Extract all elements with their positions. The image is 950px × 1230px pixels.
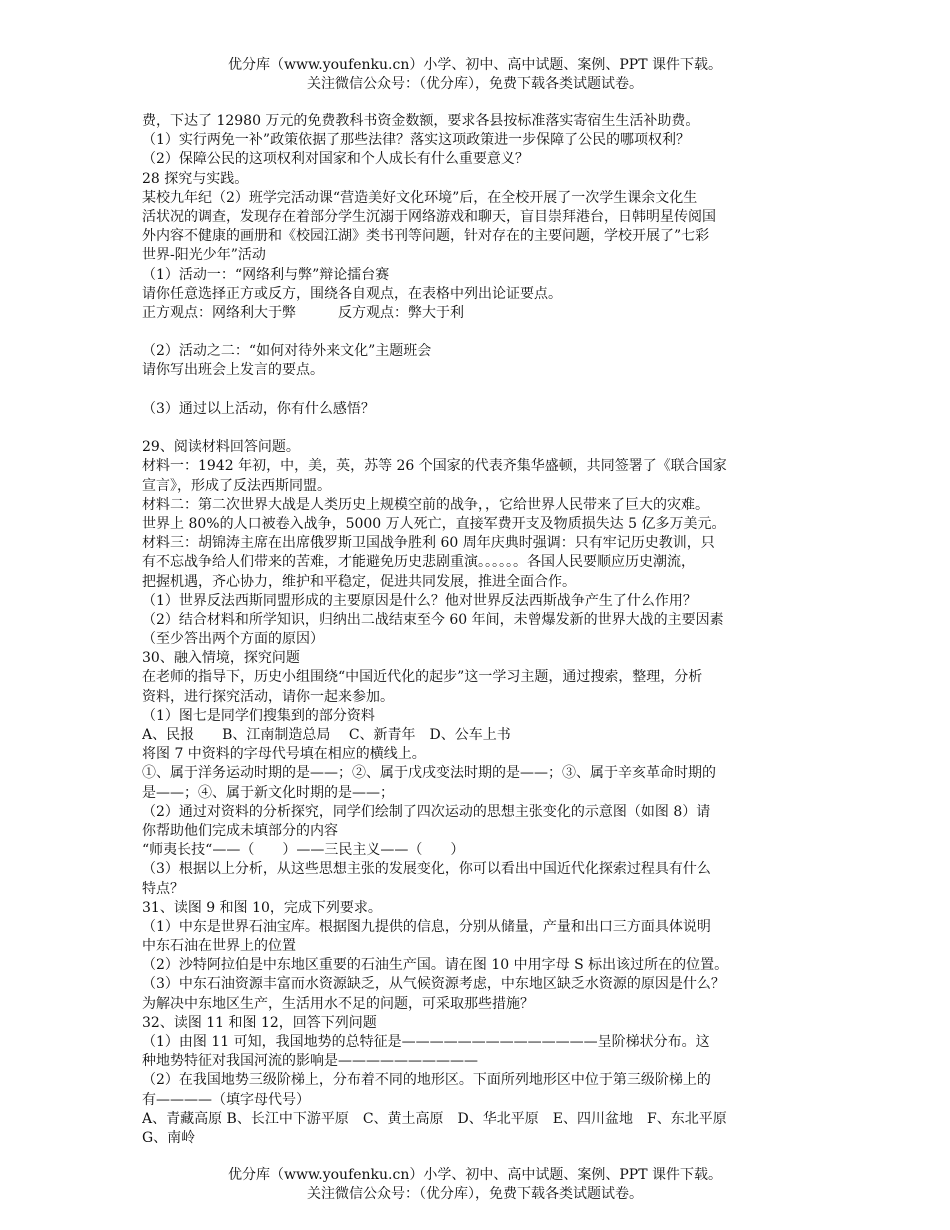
text-line: 活状况的调查，发现存在着部分学生沉溺于网络游戏和聊天，盲目崇拜港台，日韩明星传阅国 — [142, 208, 716, 225]
text-line: 某校九年纪（2）班学完活动课“营造美好文化环境”后，在全校开展了一次学生课余文化生 — [142, 189, 698, 206]
text-line: 把握机遇，齐心协力，维护和平稳定，促进共同发展，推进全面合作。 — [142, 573, 576, 590]
text-line: 材料二：第二次世界大战是人类历史上规模空前的战争，，它给世界人民带来了巨大的灾难。 — [142, 496, 709, 513]
text-line: （1）活动一：“网络利与弊”辩论擂台赛 — [142, 266, 390, 283]
text-line: 将图 7 中资料的字母代号填在相应的横线上。 — [142, 746, 426, 763]
text-line: （2）活动之二：“如何对待外来文化”主题班会 — [142, 343, 432, 360]
text-line: 中东石油在世界上的位置 — [142, 938, 296, 955]
text-line: （2）在我国地势三级阶梯上，分布着不同的地形区。下面所列地形区中位于第三级阶梯上的 — [142, 1072, 711, 1089]
text-line: 28 探究与实践。 — [142, 170, 249, 187]
text-line: G、南岭 — [142, 1129, 196, 1146]
text-line: （1）图七是同学们搜集到的部分资料 — [142, 707, 375, 724]
text-line: （1）中东是世界石油宝库。根据图九提供的信息，分别从储量，产量和出口三方面具体说明 — [142, 918, 711, 935]
text-line: ①、属于洋务运动时期的是——；②、属于戊戌变法时期的是——；③、属于辛亥革命时期的 — [142, 765, 716, 782]
text-line: （2）结合材料和所学知识，归纳出二战结束至今 60 年间，未曾爆发新的世界大战的主要因素 — [142, 611, 724, 628]
text-line: 32、读图 11 和图 12，回答下列问题 — [142, 1014, 377, 1031]
text-line: A、青藏高原 B、长江中下游平原 C、黄土高原 D、华北平原 E、四川盆地 F、东北平原 — [142, 1110, 727, 1127]
text-line: （2）保障公民的这项权利对国家和个人成长有什么重要意义？ — [142, 151, 529, 168]
text-line: 材料三：胡锦涛主席在出席俄罗斯卫国战争胜利 60 周年庆典时强调：只有牢记历史教训，只 — [142, 535, 715, 552]
text-line: “师夷长技“——（ ）——三民主义——（ ） — [142, 842, 465, 859]
text-line: 世界-阳光少年”活动 — [142, 247, 266, 264]
text-line: 材料一：1942 年初，中，美，英，苏等 26 个国家的代表齐集华盛顿，共同签署了《联合国家 — [142, 458, 727, 475]
text-line: 你帮助他们完成未填部分的内容 — [142, 822, 338, 839]
text-line: 资料，进行探究活动，请你一起来参加。 — [142, 688, 394, 705]
text-line: 宣言》，形成了反法西斯同盟。 — [142, 477, 331, 494]
text-line: A、民报 B、江南制造总局 C、新青年 D、公车上书 — [142, 727, 511, 743]
footer-line-1: 优分库（www.youfenku.cn）小学、初中、高中试题、案例、PPT 课件下载。 — [227, 1167, 722, 1183]
blank-line — [142, 419, 814, 438]
text-line: 有————（填字母代号） — [142, 1091, 310, 1108]
text-line: （1）实行两免一补”政策依据了那些法律？落实这项政策进一步保障了公民的哪项权利？ — [142, 132, 691, 149]
blank-line — [142, 323, 814, 342]
text-line: 种地势特征对我国河流的影响是—————————— — [142, 1053, 478, 1070]
text-line: 世界上 80%的人口被卷入战争，5000 万人死亡，直接军费开支及物质损失达 5 亿多万美元。 — [142, 515, 726, 532]
text-line: （3）通过以上活动，你有什么感悟？ — [142, 400, 375, 417]
page-footer — [0, 1166, 950, 1204]
text-line: 请你任意选择正方或反方，围绕各自观点，在表格中列出论证要点。 — [142, 285, 562, 302]
text-line: （至少答出两个方面的原因） — [142, 631, 324, 648]
text-line: （2）通过对资料的分析探究，同学们绘制了四次运动的思想主张变化的示意图（如图 8）请 — [142, 803, 711, 820]
page-header — [0, 56, 950, 94]
text-line: 为解决中东地区生产，生活用水不足的问题，可采取那些措施？ — [142, 995, 534, 1012]
document-body — [142, 112, 814, 1148]
text-line: （2）沙特阿拉伯是中东地区重要的石油生产国。请在图 10 中用字母 S 标出该过所在的位置。 — [142, 957, 729, 974]
text-line: 有不忘战争给人们带来的苦难，才能避免历史悲剧重演。。。。。。各国人民要顺应历史潮流， — [142, 554, 695, 571]
text-line: （3）中东石油资源丰富而水资源缺乏，从气候资源考虑，中东地区缺乏水资源的原因是什么？ — [142, 976, 725, 993]
text-line: 在老师的指导下，历史小组围绕“中国近代化的起步”这一学习主题，通过搜索，整理，分析 — [142, 669, 703, 686]
text-line: 是——；④、属于新文化时期的是——； — [142, 784, 394, 801]
text-line: 29、阅读材料回答问题。 — [142, 439, 300, 456]
text-line: 请你写出班会上发言的要点。 — [142, 362, 324, 379]
text-line: 正方观点：网络利大于弊 反方观点：弊大于利 — [142, 304, 464, 321]
text-line: 30、融入情境，探究问题 — [142, 650, 300, 667]
blank-line — [142, 381, 814, 400]
text-line: （1）世界反法西斯同盟形成的主要原因是什么？他对世界反法西斯战争产生了什么作用？ — [142, 592, 697, 609]
header-line-2: 关注微信公众号：（优分库），免费下载各类试题试卷。 — [307, 76, 643, 92]
text-line: 费，下达了 12980 万元的免费教科书资金数额，要求各县按标准落实寄宿生生活补助费。 — [142, 113, 700, 129]
text-line: 外内容不健康的画册和《校园江湖》类书刊等问题，针对存在的主要问题，学校开展了”七彩 — [142, 228, 710, 245]
text-line: （1）由图 11 可知，我国地势的总特征是——————————————呈阶梯状分布。这 — [142, 1034, 710, 1050]
text-line: （3）根据以上分析，从这些思想主张的发展变化，你可以看出中国近代化探索过程具有什么 — [142, 861, 711, 878]
header-line-1: 优分库（www.youfenku.cn）小学、初中、高中试题、案例、PPT 课件下载。 — [227, 57, 722, 73]
footer-line-2: 关注微信公众号：（优分库），免费下载各类试题试卷。 — [307, 1186, 643, 1202]
text-line: 31、读图 9 和图 10，完成下列要求。 — [142, 899, 382, 916]
text-line: 特点？ — [142, 880, 184, 897]
